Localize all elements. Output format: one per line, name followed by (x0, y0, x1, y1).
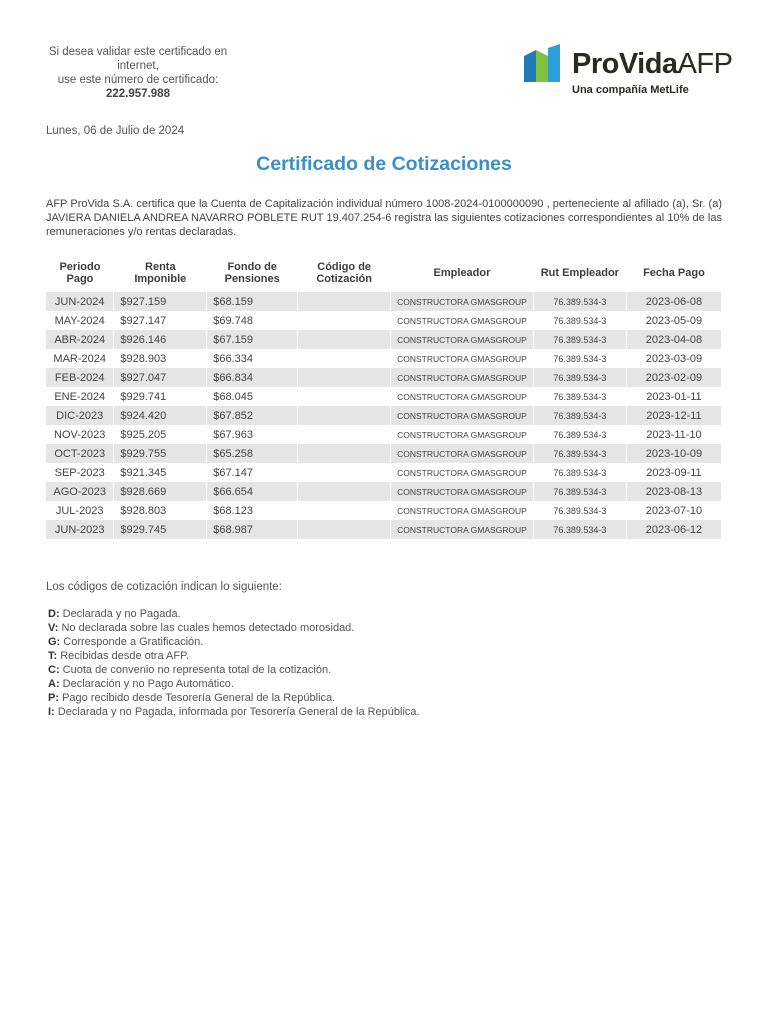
legend-item (48, 607, 420, 621)
cell-empleador: CONSTRUCTORA GMASGROUP (391, 501, 534, 520)
cell-renta: $928.803 (114, 501, 207, 520)
table-row (46, 482, 722, 501)
cell-fondo: $68.123 (207, 501, 298, 520)
cell-periodo: AGO-2023 (46, 482, 114, 501)
cell-empleador: CONSTRUCTORA GMASGROUP (391, 349, 534, 368)
cell-fecha: 2023-06-08 (626, 292, 721, 311)
cell-codigo (298, 463, 391, 482)
legend-code: G: (48, 636, 61, 648)
cell-codigo (298, 520, 391, 539)
cell-rut: 76.389.534-3 (533, 482, 626, 501)
cell-codigo (298, 368, 391, 387)
cell-renta: $928.669 (114, 482, 207, 501)
cell-fondo: $68.987 (207, 520, 298, 539)
validation-line-3: use este número de certificado: (57, 74, 219, 86)
brand-name: ProVidaAFP (572, 48, 733, 80)
cell-fecha: 2023-08-13 (626, 482, 721, 501)
contributions-table (46, 254, 722, 539)
table-row (46, 387, 722, 406)
cell-fondo: $66.834 (207, 368, 298, 387)
cell-codigo (298, 482, 391, 501)
cell-fecha: 2023-10-09 (626, 444, 721, 463)
cell-renta: $929.745 (114, 520, 207, 539)
cell-codigo (298, 349, 391, 368)
cell-empleador: CONSTRUCTORA GMASGROUP (391, 292, 534, 311)
cell-fecha: 2023-09-11 (626, 463, 721, 482)
cell-renta: $924.420 (114, 406, 207, 425)
page-title: Certificado de Cotizaciones (256, 153, 512, 175)
cell-fecha: 2023-02-09 (626, 368, 721, 387)
legend-item (48, 691, 420, 705)
cell-rut: 76.389.534-3 (533, 368, 626, 387)
legend-text: Pago recibido desde Tesorería General de la República. (62, 692, 336, 704)
table-row (46, 406, 722, 425)
header-rut: Rut Empleador (540, 267, 619, 279)
cell-fondo: $69.748 (207, 311, 298, 330)
table-row (46, 520, 722, 539)
table-header-row (46, 254, 722, 292)
legend-text: Cuota de convenio no representa total de la cotización. (62, 664, 332, 676)
cell-periodo: ABR-2024 (46, 330, 114, 349)
table-row (46, 292, 722, 311)
header-renta: Renta Imponible (134, 261, 187, 285)
cell-renta: $927.047 (114, 368, 207, 387)
cell-codigo (298, 311, 391, 330)
cell-fecha: 2023-05-09 (626, 311, 721, 330)
cell-codigo (298, 387, 391, 406)
cell-rut: 76.389.534-3 (533, 501, 626, 520)
legend-item (48, 677, 420, 691)
header-codigo: Código de Cotización (316, 261, 372, 285)
provida-logo-icon (522, 44, 562, 84)
cell-renta: $925.205 (114, 425, 207, 444)
document-date: Lunes, 06 de Julio de 2024 (46, 125, 185, 137)
legend-code: T: (48, 650, 58, 662)
brand-tagline: Una compañía MetLife (572, 84, 689, 96)
header-fecha: Fecha Pago (643, 267, 705, 279)
cell-fecha: 2023-07-10 (626, 501, 721, 520)
legend-text: Declaración y no Pago Automático. (62, 678, 234, 690)
provida-logo (522, 42, 732, 98)
cell-rut: 76.389.534-3 (533, 520, 626, 539)
cell-rut: 76.389.534-3 (533, 311, 626, 330)
header-periodo: Periodo Pago (59, 261, 101, 285)
certificate-validation-note (48, 45, 228, 101)
legend-code: D: (48, 608, 60, 620)
cell-codigo (298, 501, 391, 520)
cell-fecha: 2023-03-09 (626, 349, 721, 368)
cell-fondo: $67.963 (207, 425, 298, 444)
cell-fondo: $65.258 (207, 444, 298, 463)
table-body (46, 292, 722, 539)
legend-intro: Los códigos de cotización indican lo siguiente: (46, 581, 282, 593)
cell-periodo: JUL-2023 (46, 501, 114, 520)
table-row (46, 501, 722, 520)
cell-empleador: CONSTRUCTORA GMASGROUP (391, 444, 534, 463)
cell-fecha: 2023-06-12 (626, 520, 721, 539)
cell-periodo: JUN-2023 (46, 520, 114, 539)
legend-code: V: (48, 622, 59, 634)
cell-codigo (298, 330, 391, 349)
legend-item (48, 705, 420, 719)
cell-periodo: SEP-2023 (46, 463, 114, 482)
cell-renta: $929.741 (114, 387, 207, 406)
table-row (46, 368, 722, 387)
cell-periodo: MAY-2024 (46, 311, 114, 330)
cell-periodo: MAR-2024 (46, 349, 114, 368)
header-empleador: Empleador (433, 267, 491, 279)
table-row (46, 330, 722, 349)
cell-fondo: $67.147 (207, 463, 298, 482)
cell-empleador: CONSTRUCTORA GMASGROUP (391, 330, 534, 349)
cell-fondo: $66.654 (207, 482, 298, 501)
cell-fondo: $68.045 (207, 387, 298, 406)
cell-empleador: CONSTRUCTORA GMASGROUP (391, 311, 534, 330)
cell-codigo (298, 406, 391, 425)
cell-rut: 76.389.534-3 (533, 425, 626, 444)
legend-code: A: (48, 678, 60, 690)
cell-renta: $927.147 (114, 311, 207, 330)
legend-code: C: (48, 664, 60, 676)
legend-code: P: (48, 692, 59, 704)
cell-renta: $927.159 (114, 292, 207, 311)
validation-line-1: Si desea validar este certificado en (48, 46, 228, 58)
legend-item (48, 621, 420, 635)
legend-text: No declarada sobre las cuales hemos detectado morosidad. (61, 622, 355, 634)
cell-renta: $926.146 (114, 330, 207, 349)
cell-rut: 76.389.534-3 (533, 387, 626, 406)
legend-item (48, 663, 420, 677)
cell-codigo (298, 425, 391, 444)
cell-periodo: ENE-2024 (46, 387, 114, 406)
cell-periodo: DIC-2023 (46, 406, 114, 425)
cell-periodo: OCT-2023 (46, 444, 114, 463)
cell-renta: $929.755 (114, 444, 207, 463)
cell-fondo: $67.852 (207, 406, 298, 425)
table-row (46, 444, 722, 463)
cell-codigo (298, 444, 391, 463)
cell-empleador: CONSTRUCTORA GMASGROUP (391, 425, 534, 444)
cell-empleador: CONSTRUCTORA GMASGROUP (391, 482, 534, 501)
cell-fondo: $66.334 (207, 349, 298, 368)
cell-renta: $921.345 (114, 463, 207, 482)
cell-empleador: CONSTRUCTORA GMASGROUP (391, 406, 534, 425)
table-row (46, 349, 722, 368)
cell-empleador: CONSTRUCTORA GMASGROUP (391, 520, 534, 539)
cell-renta: $928.903 (114, 349, 207, 368)
codes-legend (48, 607, 420, 719)
table-row (46, 425, 722, 444)
legend-item (48, 635, 420, 649)
legend-text: Recibidas desde otra AFP. (60, 650, 190, 662)
cell-empleador: CONSTRUCTORA GMASGROUP (391, 463, 534, 482)
certificate-number: 222.957.988 (106, 88, 170, 100)
cell-fondo: $67.159 (207, 330, 298, 349)
table-row (46, 311, 722, 330)
cell-rut: 76.389.534-3 (533, 292, 626, 311)
cell-fecha: 2023-11-10 (626, 425, 721, 444)
validation-line-2: internet, (117, 60, 159, 72)
legend-text: Declarada y no Pagada, informada por Tesorería General de la República. (57, 706, 420, 718)
certification-text: AFP ProVida S.A. certifica que la Cuenta de Capitalización individual número 1008-2024-0100000090 , perteneciente al afiliado (a), Sr. (a) JAVIERA DANIELA ANDREA NAVARRO POBLETE RUT 19.407.254-6 registra las siguientes cotizaciones correspondientes al 10% de las remuneraciones y/o rentas declaradas. (46, 198, 722, 238)
cell-codigo (298, 292, 391, 311)
cell-empleador: CONSTRUCTORA GMASGROUP (391, 368, 534, 387)
cell-fecha: 2023-12-11 (626, 406, 721, 425)
cell-periodo: JUN-2024 (46, 292, 114, 311)
legend-text: Corresponde a Gratificación. (63, 636, 204, 648)
legend-code: I: (48, 706, 55, 718)
table-row (46, 463, 722, 482)
legend-item (48, 649, 420, 663)
cell-periodo: NOV-2023 (46, 425, 114, 444)
cell-fecha: 2023-04-08 (626, 330, 721, 349)
cell-periodo: FEB-2024 (46, 368, 114, 387)
cell-rut: 76.389.534-3 (533, 330, 626, 349)
legend-text: Declarada y no Pagada. (62, 608, 181, 620)
cell-rut: 76.389.534-3 (533, 406, 626, 425)
cell-rut: 76.389.534-3 (533, 444, 626, 463)
cell-rut: 76.389.534-3 (533, 463, 626, 482)
cell-fondo: $68.159 (207, 292, 298, 311)
cell-fecha: 2023-01-11 (626, 387, 721, 406)
cell-rut: 76.389.534-3 (533, 349, 626, 368)
header-fondo: Fondo de Pensiones (224, 261, 280, 285)
cell-empleador: CONSTRUCTORA GMASGROUP (391, 387, 534, 406)
